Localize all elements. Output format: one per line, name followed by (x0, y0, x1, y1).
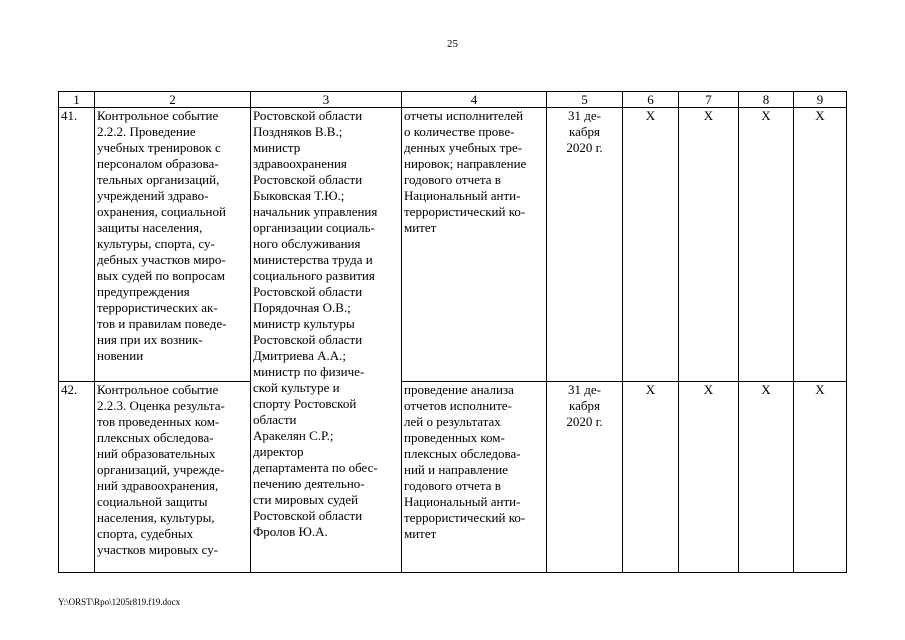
cell-text-line: Контрольное событие (97, 108, 219, 123)
cell-text-line: Аракелян С.Р.; (253, 428, 334, 443)
mark-cell: X (679, 108, 739, 382)
cell-text-line: тов и правилам поведе- (97, 316, 227, 331)
header-col-1: 1 (59, 92, 95, 108)
mark-cell: X (794, 382, 847, 573)
cell-text-line: ний здравоохранения, (97, 478, 219, 493)
cell-text-line: здравоохранения (253, 156, 347, 171)
cell-text-line: 31 де- (568, 382, 601, 397)
cell-text-line: проведенных ком- (404, 430, 505, 445)
mark-cell: X (623, 382, 679, 573)
header-col-6: 6 (623, 92, 679, 108)
cell-text-line: печению деятельно- (253, 476, 365, 491)
cell-text-line: области (253, 412, 297, 427)
deadline-cell (547, 108, 623, 382)
header-col-9: 9 (794, 92, 847, 108)
header-col-4: 4 (402, 92, 547, 108)
cell-text-line: департамента по обес- (253, 460, 378, 475)
cell-text-line: ний и направление (404, 462, 509, 477)
table-row (59, 108, 847, 382)
cell-text-line: Контрольное событие (97, 382, 219, 397)
cell-text-line: террористический ко- (404, 204, 526, 219)
cell-text-line: 2.2.3. Оценка результа- (97, 398, 225, 413)
cell-text-line: Быковская Т.Ю.; (253, 188, 345, 203)
mark-cell: X (679, 382, 739, 573)
plan-table (58, 91, 847, 573)
cell-text-line: Ростовской области (253, 172, 363, 187)
cell-text-line: персоналом образова- (97, 156, 219, 171)
cell-text-line: 31 де- (568, 108, 601, 123)
cell-text-line: спорта, судебных (97, 526, 194, 541)
cell-text-line: отчеты исполнителей (404, 108, 524, 123)
header-col-8: 8 (739, 92, 794, 108)
cell-text-line: спорту Ростовской (253, 396, 357, 411)
cell-text-line: предупреждения (97, 284, 190, 299)
cell-text-line: культуры, спорта, су- (97, 236, 215, 251)
cell-text-line: Национальный анти- (404, 188, 521, 203)
header-col-3: 3 (251, 92, 402, 108)
row-number: 41. (59, 108, 95, 382)
cell-text-line: ний образовательных (97, 446, 216, 461)
cell-text-line: кабря (569, 398, 600, 413)
cell-text-line: Ростовской области (253, 108, 363, 123)
cell-text-line: 2020 г. (566, 414, 603, 429)
header-col-5: 5 (547, 92, 623, 108)
cell-text-line: ного обслуживания (253, 236, 361, 251)
cell-text-line: Национальный анти- (404, 494, 521, 509)
cell-text-line: Порядочная О.В.; (253, 300, 351, 315)
file-path-footer: Y:\ORST\Rpo\1205r819.f19.docx (58, 597, 181, 607)
page-number: 25 (447, 38, 458, 50)
cell-text-line: Ростовской области (253, 332, 363, 347)
header-col-7: 7 (679, 92, 739, 108)
cell-text-line: ния при их возник- (97, 332, 203, 347)
cell-text-line: террористических ак- (97, 300, 218, 315)
cell-text-line: социальной защиты (97, 494, 208, 509)
cell-text-line: Ростовской области (253, 284, 363, 299)
cell-text-line: годового отчета в (404, 172, 501, 187)
table-row (59, 382, 847, 573)
cell-text-line: министр (253, 140, 301, 155)
row-number: 42. (59, 382, 95, 573)
mark-cell: X (623, 108, 679, 382)
event-cell (95, 382, 251, 573)
cell-text-line: организации социаль- (253, 220, 375, 235)
cell-text-line: министр культуры (253, 316, 355, 331)
cell-text-line: учебных тренировок с (97, 140, 221, 155)
event-cell (95, 108, 251, 382)
cell-text-line: населения, культуры, (97, 510, 215, 525)
cell-text-line: Ростовской области (253, 508, 363, 523)
cell-text-line: лей о результатах (404, 414, 501, 429)
deadline-cell (547, 382, 623, 573)
cell-text-line: начальник управления (253, 204, 378, 219)
cell-text-line: дебных участков миро- (97, 252, 226, 267)
cell-text-line: министерства труда и (253, 252, 373, 267)
cell-text-line: участков мировых су- (97, 542, 219, 557)
cell-text-line: организаций, учрежде- (97, 462, 225, 477)
cell-text-line: проведение анализа (404, 382, 514, 397)
mark-cell: X (739, 382, 794, 573)
cell-text-line: сти мировых судей (253, 492, 359, 507)
result-cell (402, 382, 547, 573)
cell-text-line: министр по физиче- (253, 364, 365, 379)
cell-text-line: ской культуре и (253, 380, 340, 395)
cell-text-line: вых судей по вопросам (97, 268, 225, 283)
responsible-cell (251, 108, 402, 573)
cell-text-line: учреждений здраво- (97, 188, 209, 203)
cell-text-line: защиты населения, (97, 220, 203, 235)
cell-text-line: отчетов исполните- (404, 398, 512, 413)
cell-text-line: митет (404, 220, 437, 235)
cell-text-line: плексных обследова- (404, 446, 521, 461)
cell-text-line: денных учебных тре- (404, 140, 523, 155)
cell-text-line: Дмитриева А.А.; (253, 348, 346, 363)
mark-cell: X (739, 108, 794, 382)
cell-text-line: Поздняков В.В.; (253, 124, 343, 139)
cell-text-line: о количестве прове- (404, 124, 515, 139)
cell-text-line: социального развития (253, 268, 375, 283)
cell-text-line: директор (253, 444, 304, 459)
cell-text-line: 2.2.2. Проведение (97, 124, 196, 139)
cell-text-line: террористический ко- (404, 510, 526, 525)
cell-text-line: годового отчета в (404, 478, 501, 493)
cell-text-line: новении (97, 348, 144, 363)
cell-text-line: тельных организаций, (97, 172, 220, 187)
mark-cell: X (794, 108, 847, 382)
header-row (59, 92, 847, 108)
cell-text-line: митет (404, 526, 437, 541)
cell-text-line: охранения, социальной (97, 204, 226, 219)
header-col-2: 2 (95, 92, 251, 108)
cell-text-line: нировок; направление (404, 156, 527, 171)
cell-text-line: тов проведенных ком- (97, 414, 220, 429)
cell-text-line: кабря (569, 124, 600, 139)
cell-text-line: 2020 г. (566, 140, 603, 155)
cell-text-line: Фролов Ю.А. (253, 524, 328, 539)
cell-text-line: плексных обследова- (97, 430, 214, 445)
result-cell (402, 108, 547, 382)
